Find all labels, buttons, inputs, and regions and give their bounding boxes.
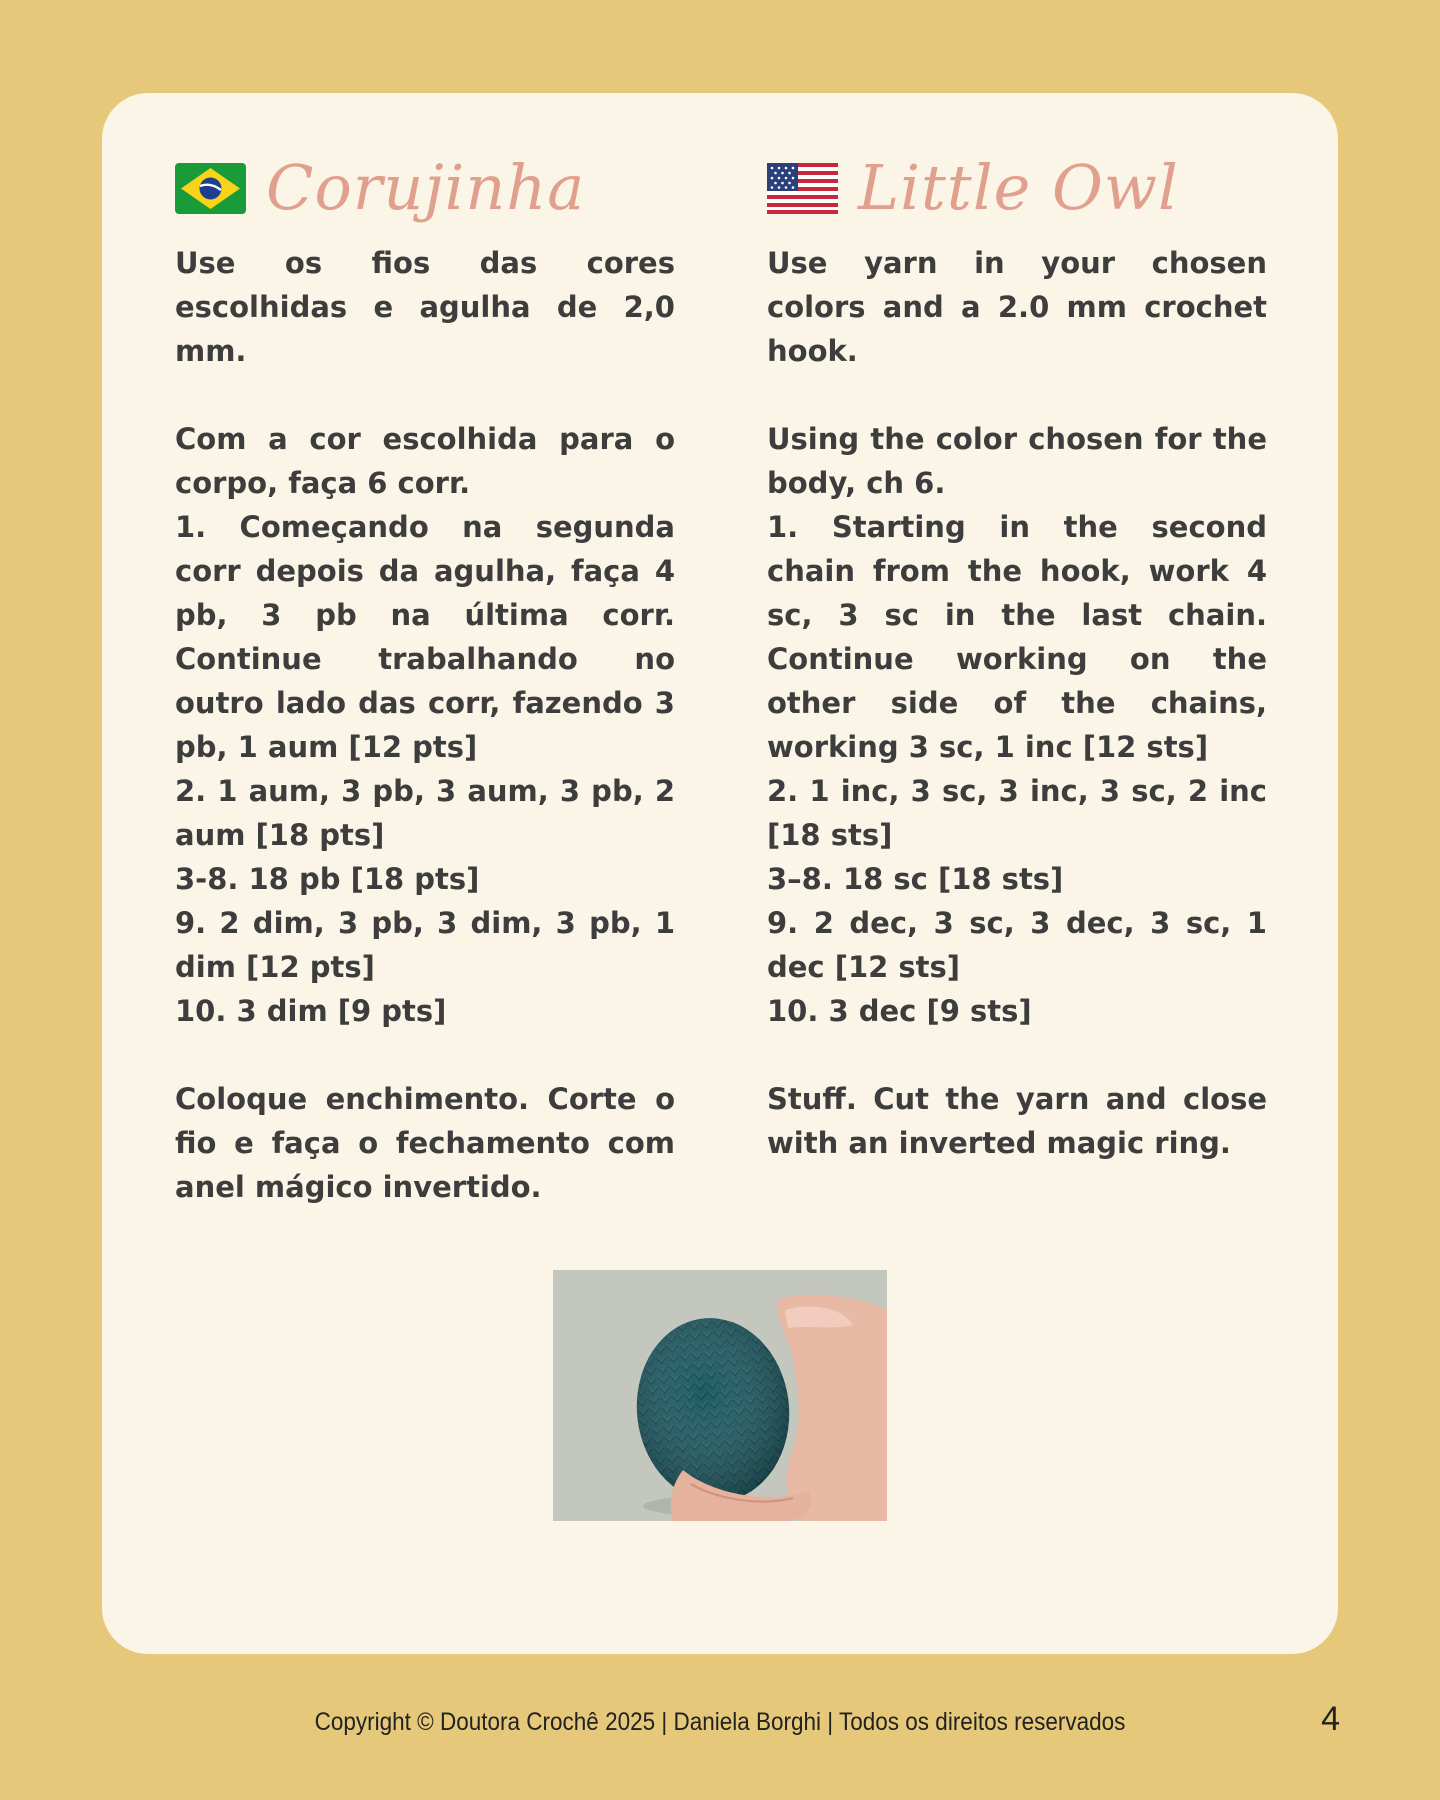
- copyright-footer: Copyright © Doutora Crochê 2025 | Daniela Borghi | Todos os direitos reservados: [314, 1708, 1126, 1736]
- portuguese-title: Corujinha: [266, 151, 586, 224]
- portuguese-step-9: 9. 2 dim, 3 pb, 3 dim, 3 pb, 1 dim [12 pts]: [175, 906, 675, 984]
- portuguese-step-10: 10. 3 dim [9 pts]: [175, 994, 447, 1028]
- english-column: [767, 143, 1267, 1209]
- portuguese-instructions: [175, 241, 675, 1209]
- english-finish: Stuff. Cut the yarn and close with an inverted magic ring.: [767, 1082, 1267, 1160]
- portuguese-step-3-8: 3-8. 18 pb [18 pts]: [175, 862, 480, 896]
- english-instructions: [767, 241, 1267, 1165]
- english-heading: [767, 143, 1267, 233]
- english-step-9: 9. 2 dec, 3 sc, 3 dec, 3 sc, 1 dec [12 sts]: [767, 906, 1267, 984]
- portuguese-finish: Coloque enchimento. Corte o fio e faça o fechamento com anel mágico invertido.: [175, 1082, 675, 1204]
- page-number: 4: [1321, 1700, 1340, 1738]
- portuguese-intro: Use os fios das cores escolhidas e agulha de 2,0 mm.: [175, 246, 675, 368]
- english-step-2: 2. 1 inc, 3 sc, 3 inc, 3 sc, 2 inc [18 sts]: [767, 774, 1267, 852]
- portuguese-column: [175, 143, 675, 1253]
- portuguese-heading: [175, 143, 675, 233]
- english-intro: Use yarn in your chosen colors and a 2.0 mm crochet hook.: [767, 246, 1267, 368]
- portuguese-steps: [175, 417, 675, 1033]
- english-step-1: 1. Starting in the second chain from the hook, work 4 sc, 3 sc in the last chain. Continue working on the other side of the chains, working 3 sc, 1 inc [12 sts]: [767, 510, 1267, 764]
- portuguese-start: Com a cor escolhida para o corpo, faça 6 corr.: [175, 422, 675, 500]
- brazil-flag-icon: [175, 163, 246, 214]
- english-step-10: 10. 3 dec [9 sts]: [767, 994, 1032, 1028]
- english-steps: [767, 417, 1267, 1033]
- portuguese-step-2: 2. 1 aum, 3 pb, 3 aum, 3 pb, 2 aum [18 pts]: [175, 774, 675, 852]
- portuguese-step-1: 1. Começando na segunda corr depois da agulha, faça 4 pb, 3 pb na última corr. Continue trabalhando no outro lado das corr, fazendo 3 pb, 1 aum [12 pts]: [175, 510, 675, 764]
- english-start: Using the color chosen for the body, ch 6.: [767, 422, 1267, 500]
- crochet-owl-photo: [553, 1270, 887, 1521]
- usa-flag-icon: [767, 163, 838, 214]
- pattern-card: [102, 93, 1338, 1654]
- english-title: Little Owl: [858, 151, 1179, 224]
- english-step-3-8: 3–8. 18 sc [18 sts]: [767, 862, 1064, 896]
